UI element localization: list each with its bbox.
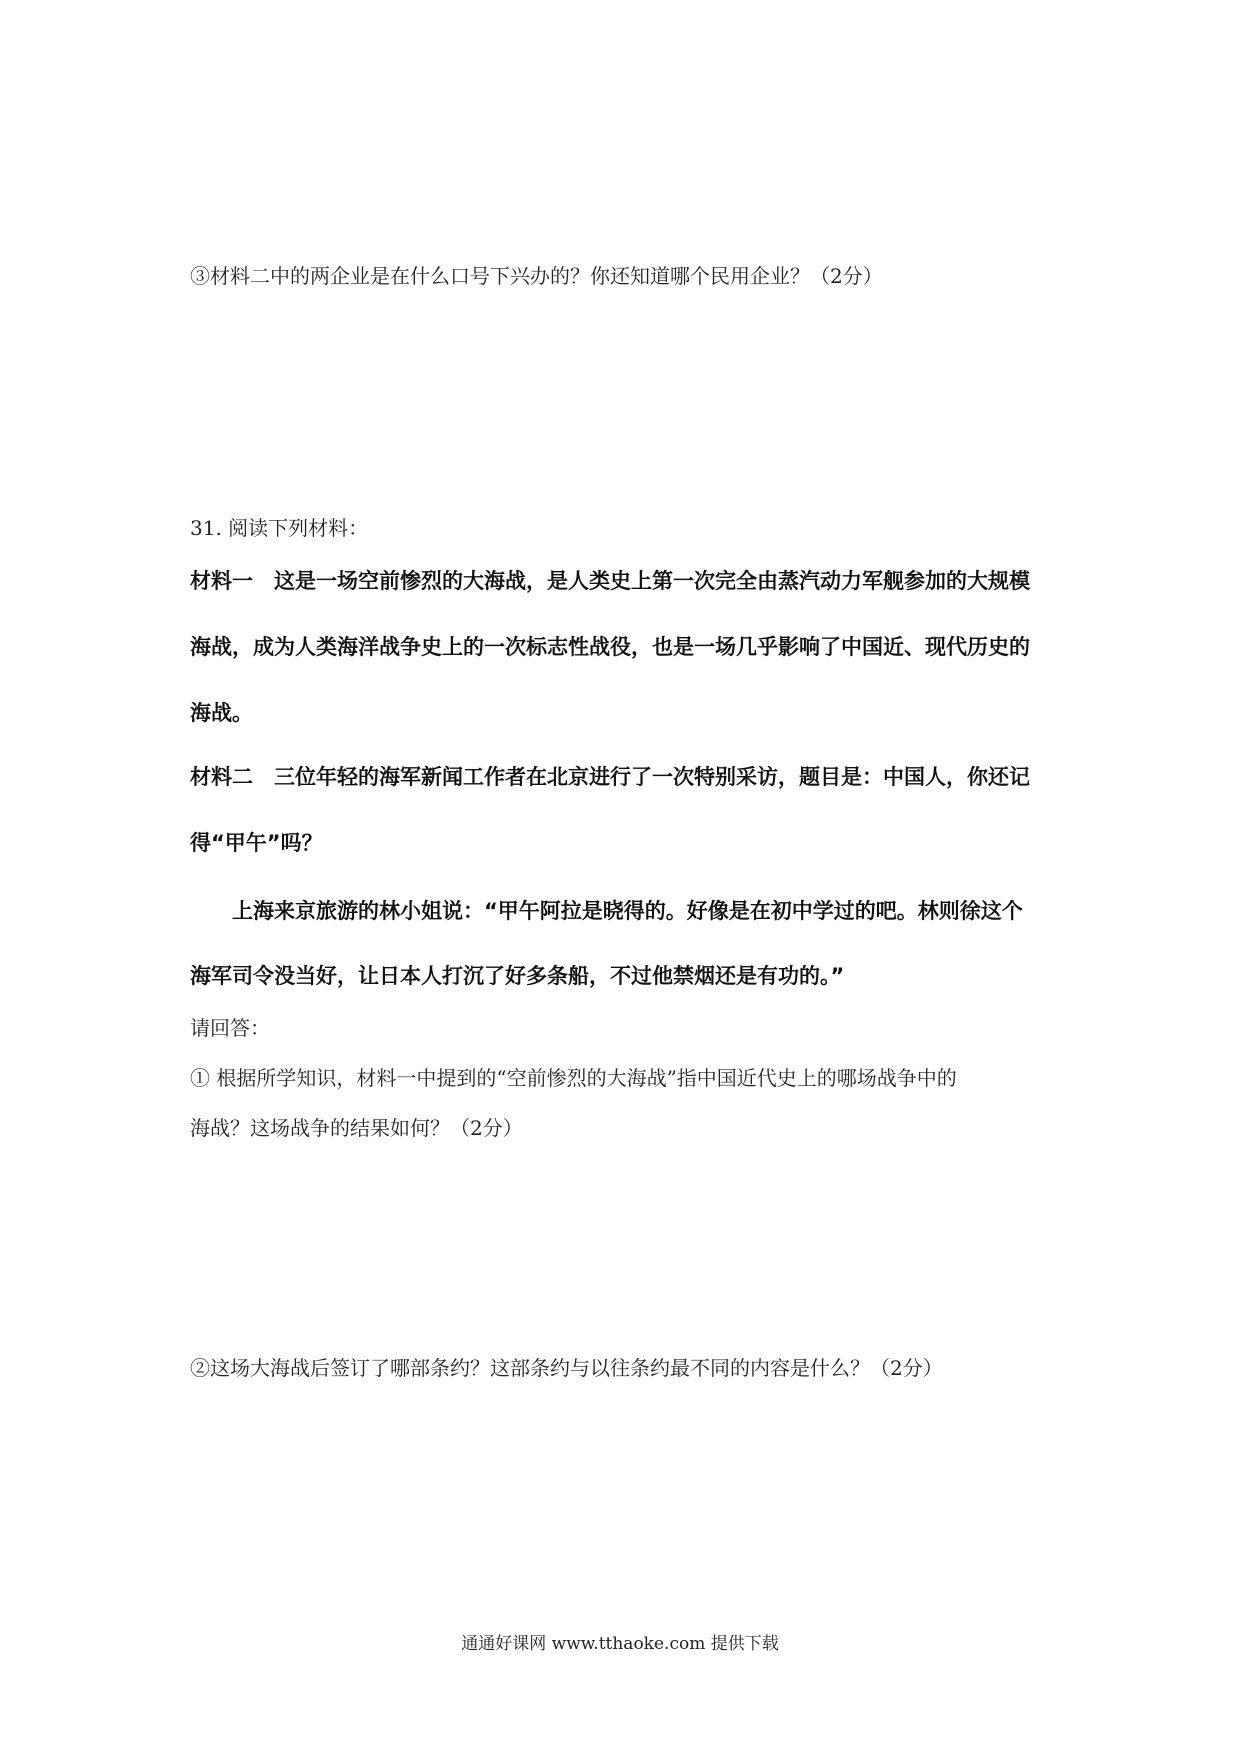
q30-sub3-question: ③材料二中的两企业是在什么口号下兴办的？你还知道哪个民用企业？（2分） — [190, 264, 883, 288]
q31-sub1-line2: 海战？这场战争的结果如何？（2分） — [190, 1116, 523, 1140]
q31-heading: 31. 阅读下列材料： — [190, 516, 369, 540]
material1-line1: 材料一 这是一场空前惨烈的大海战，是人类史上第一次完全由蒸汽动力军舰参加的大规模 — [190, 569, 1030, 593]
material2-line1: 材料二 三位年轻的海军新闻工作者在北京进行了一次特别采访，题目是：中国人，你还记 — [190, 765, 1030, 789]
material2-line2: 得“甲午”吗？ — [190, 831, 323, 855]
material1-line3: 海战。 — [190, 701, 253, 725]
page-footer: 通通好课网 www.tthaoke.com 提供下载 — [461, 1634, 779, 1654]
material2-line3: 上海来京旅游的林小姐说：“甲午阿拉是晓得的。好像是在初中学过的吧。林则徐这个 — [232, 899, 1023, 923]
material1-line2: 海战，成为人类海洋战争史上的一次标志性战役，也是一场几乎影响了中国近、现代历史的 — [190, 635, 1030, 659]
material2-line4: 海军司令没当好，让日本人打沉了好多条船，不过他禁烟还是有功的。” — [190, 964, 845, 988]
answer-prompt: 请回答： — [190, 1016, 270, 1040]
q31-sub2-question: ②这场大海战后签订了哪部条约？这部条约与以往条约最不同的内容是什么？（2分） — [190, 1356, 943, 1380]
q31-sub1-line1: ① 根据所学知识，材料一中提到的“空前惨烈的大海战”指中国近代史上的哪场战争中的 — [190, 1066, 957, 1090]
